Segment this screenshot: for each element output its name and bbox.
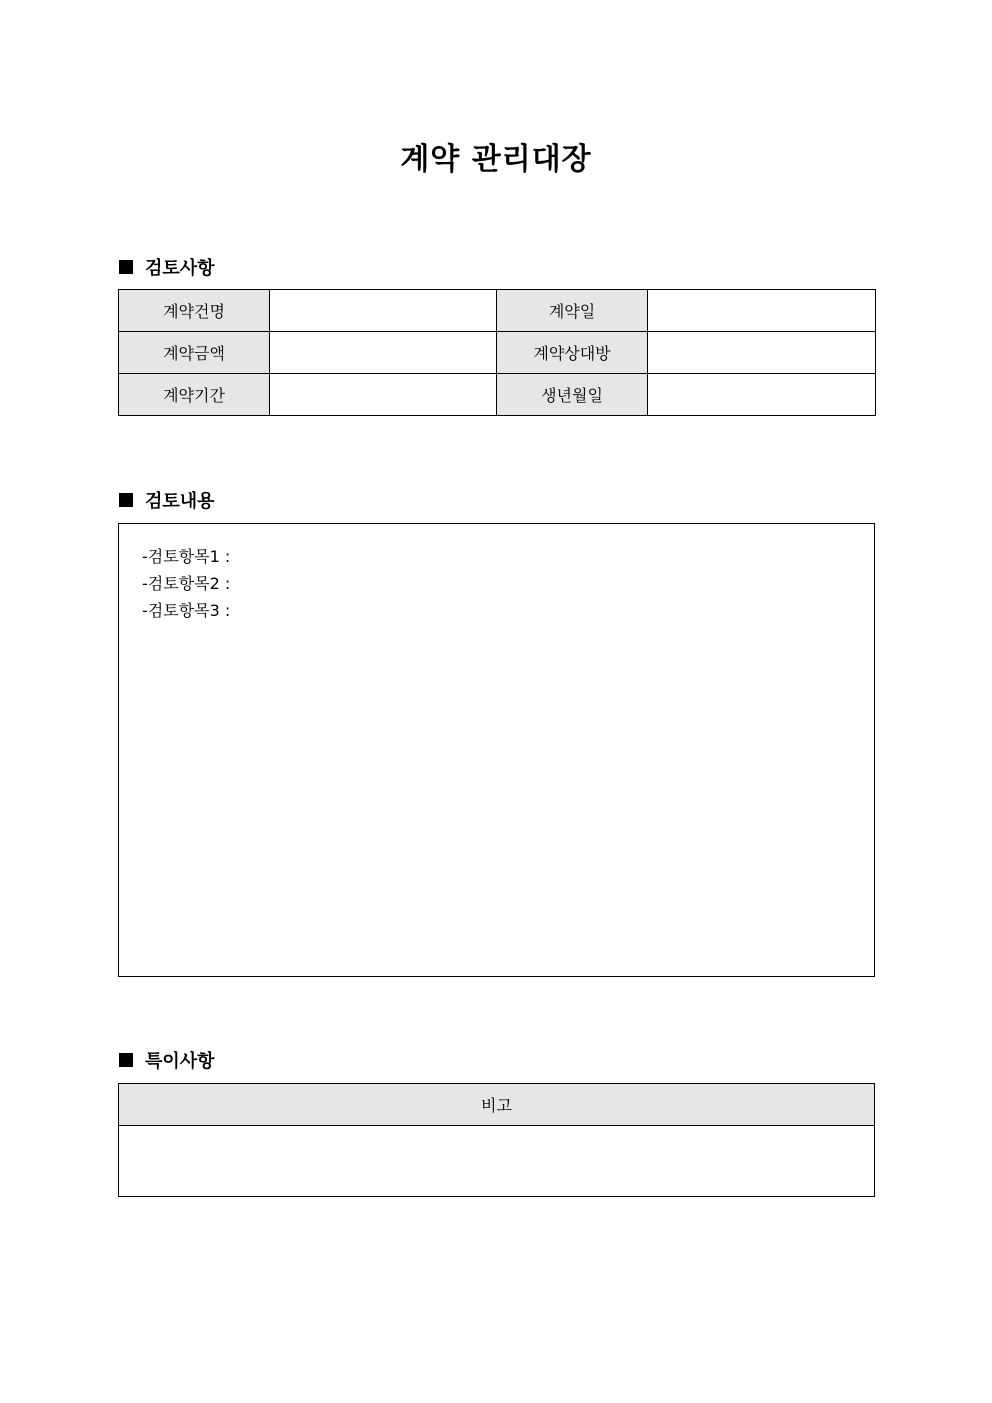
- review-items-table: [118, 289, 876, 416]
- black-square-icon: [119, 260, 133, 274]
- section-heading-label: 특이사항: [145, 1051, 215, 1072]
- field-contract-period[interactable]: [270, 374, 497, 416]
- section-heading-label: 검토사항: [145, 258, 215, 279]
- section-heading-special-notes: [119, 1047, 215, 1073]
- section-heading-review-content: [119, 487, 215, 513]
- label-contract-period: 계약기간: [119, 374, 270, 416]
- table-row: [119, 1126, 875, 1197]
- field-contract-name[interactable]: [270, 290, 497, 332]
- review-content-list: [119, 524, 874, 624]
- label-contract-amount: 계약금액: [119, 332, 270, 374]
- document-title: 계약 관리대장: [400, 142, 592, 177]
- field-contract-amount[interactable]: [270, 332, 497, 374]
- field-remarks[interactable]: [119, 1126, 875, 1197]
- label-contract-name: 계약건명: [119, 290, 270, 332]
- remarks-column-header: 비고: [119, 1084, 875, 1126]
- list-item: -검토항목3 :: [142, 601, 231, 620]
- black-square-icon: [119, 493, 133, 507]
- table-row: [119, 374, 876, 416]
- section-heading-review-items: [119, 254, 215, 280]
- field-contract-date[interactable]: [648, 290, 876, 332]
- special-notes-table: [118, 1083, 875, 1197]
- section-heading-label: 검토내용: [145, 491, 215, 512]
- list-item: -검토항목1 :: [142, 547, 231, 566]
- review-content-box[interactable]: [118, 523, 875, 977]
- field-counterparty[interactable]: [648, 332, 876, 374]
- black-square-icon: [119, 1053, 133, 1067]
- field-birth-date[interactable]: [648, 374, 876, 416]
- label-contract-date: 계약일: [497, 290, 648, 332]
- table-row: [119, 1084, 875, 1126]
- list-item: -검토항목2 :: [142, 574, 231, 593]
- table-row: [119, 332, 876, 374]
- label-counterparty: 계약상대방: [497, 332, 648, 374]
- table-row: [119, 290, 876, 332]
- label-birth-date: 생년월일: [497, 374, 648, 416]
